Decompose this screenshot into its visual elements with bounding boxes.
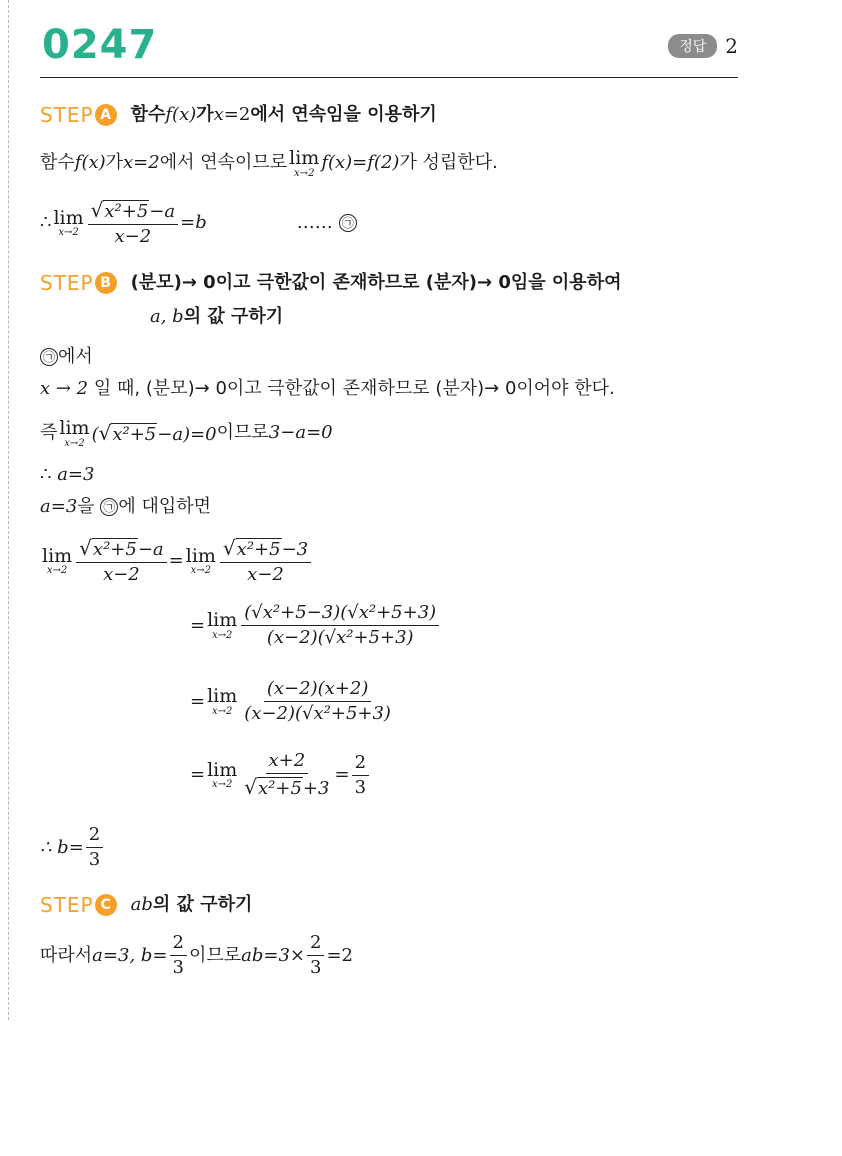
step-a-label: STEP [40, 103, 94, 127]
fraction [170, 934, 187, 977]
final-answer: =2 [326, 944, 353, 966]
lim-word: lim [207, 685, 238, 708]
limit-operator [207, 610, 237, 641]
lim-sub: x→2 [46, 565, 68, 577]
text-part: 에서 연속이므로 [159, 152, 288, 174]
fraction [220, 538, 311, 584]
radicand: x²+5 [236, 539, 281, 560]
frac-den: √x²+5+3 [244, 775, 330, 799]
limit-operator [53, 208, 83, 239]
fraction [241, 752, 332, 798]
fraction [241, 680, 394, 723]
step-a-title-x: x [213, 104, 224, 125]
math-a3: a=3 [57, 464, 95, 485]
limit-operator [59, 418, 89, 449]
step-c-label: STEP [40, 893, 94, 917]
text-part: 일 때, (분모)→ 0이고 극한값이 존재하므로 (분자)→ 0이어야 한다. [93, 378, 615, 399]
answer-area [668, 34, 738, 58]
fraction [352, 751, 369, 798]
step-b-title-line1: (분모)→ 0이고 극한값이 존재하므로 (분자)→ 0임을 이용하여 [130, 272, 622, 293]
text-part: 에서 [58, 346, 93, 367]
frac-den: 3 [88, 849, 101, 870]
step-c-text [40, 934, 353, 977]
step-a-title-eq: =2 [223, 104, 251, 125]
frac-num: 2 [170, 934, 187, 956]
num-tail: −a [149, 201, 176, 222]
answer-value: 2 [725, 34, 738, 58]
step-a-title-fx: f(x) [165, 104, 197, 125]
therefore-symbol: ∴ [40, 464, 52, 485]
derivation-line-1: lim x→2 $\frac{\text{√x²+5−a}}{x-2}$ = lim x→2 $\frac{\text{√x²+5−3}}{x-2}$ [40, 538, 313, 584]
text-part: 이므로 [188, 944, 242, 966]
fraction [86, 826, 103, 869]
frac-den: (x−2)(√x²+5+3) [266, 627, 414, 648]
step-b-line2 [40, 380, 615, 398]
radicand: x²+5 [92, 539, 137, 560]
num-tail: −3 [281, 539, 309, 560]
frac-num: √x²+5−a [88, 200, 178, 225]
limit-operator [289, 148, 319, 179]
math-tail: −a)=0 [157, 423, 217, 445]
frac-num: (√x²+5−3)(√x²+5+3) [241, 604, 439, 626]
fraction [76, 538, 166, 584]
text-part: 에 대입하면 [118, 496, 212, 517]
frac-num: 2 [352, 754, 369, 776]
math-cond: x=2 [123, 152, 160, 174]
frac-num-cancel: (x−2)(x+2) [264, 680, 371, 702]
limit-operator [42, 546, 72, 577]
lim-word: lim [53, 206, 84, 229]
left-margin-guide [8, 0, 9, 1020]
lim-word: lim [207, 609, 238, 632]
radicand: x²+5 [104, 201, 149, 222]
text-part: 가 성립한다. [399, 152, 498, 174]
num-tail: −a [137, 539, 164, 560]
fraction [88, 200, 178, 246]
text-part: 따라서 [40, 944, 93, 966]
step-b-line1 [40, 348, 93, 366]
lim-sub: x→2 [294, 167, 315, 179]
lim-sub: x→2 [211, 705, 233, 717]
step-a-title-part: 함수 [130, 104, 166, 125]
header-rule [40, 77, 738, 78]
frac-num: √x²+5−a [76, 538, 166, 563]
lim-sub: x→2 [190, 565, 212, 577]
problem-number: 0247 [42, 22, 158, 68]
derivation-line-4: = lim x→2 $\frac{x+2}{\text{√x²+5+3}}$ = $\frac{2}{3}$ [190, 752, 371, 798]
step-b-title-line2: 의 값 구하기 [183, 306, 284, 327]
dots: …… [296, 212, 333, 233]
step-a-title-part: 가 [196, 104, 214, 125]
frac-den: 3 [172, 957, 184, 978]
frac-den-cancel: (x−2)(√x²+5+3) [244, 703, 391, 724]
text-part: 함수 [40, 152, 75, 174]
answer-badge: 정답 [668, 34, 717, 58]
result-b [40, 826, 105, 869]
text-part: 즉 [40, 422, 58, 444]
lim-word: lim [185, 544, 216, 567]
math-ab: ab=3× [241, 944, 305, 966]
lim-sub: x→2 [211, 779, 233, 791]
math-a3: a=3 [40, 496, 78, 517]
equation-mark: ㉠ [40, 348, 58, 366]
math-values: a=3, b= [92, 944, 168, 966]
frac-den: 3 [310, 957, 322, 978]
step-b-heading-line2 [150, 308, 283, 326]
step-a-letter: A [95, 104, 117, 126]
text-part: 을 [77, 496, 101, 517]
limit-operator [186, 546, 216, 577]
frac-den: x−2 [247, 564, 284, 585]
equation-mark: ㉠ [100, 498, 118, 516]
step-c-title: 의 값 구하기 [152, 894, 253, 915]
radicand: x²+5 [258, 778, 302, 799]
equation-rhs: =b [180, 212, 207, 233]
step-b-label: STEP [40, 271, 94, 295]
frac-num: x+2 [266, 752, 309, 774]
step-b-letter: B [95, 272, 117, 294]
step-b-line3: 즉 lim x→2 (√x²+5−a)=0 이므로 3−a=0 [40, 417, 333, 449]
limit-operator [207, 686, 237, 717]
lim-word: lim [207, 758, 238, 781]
den-tail: +3 [302, 778, 330, 799]
lim-word: lim [59, 417, 90, 439]
therefore-symbol: ∴ [40, 212, 52, 233]
frac-den: 3 [354, 776, 367, 798]
math-eq: 3−a=0 [268, 422, 333, 444]
fraction [307, 934, 324, 977]
step-a-title-part: 에서 연속임을 이용하기 [250, 104, 437, 125]
math-fx: f(x) [74, 152, 106, 174]
lim-word: lim [42, 544, 73, 567]
frac-num: 2 [86, 826, 103, 848]
text-part: 이므로 [216, 422, 269, 444]
text-part: 가 [105, 152, 124, 174]
result-pre: ∴ b= [40, 836, 84, 858]
derivation-line-3: = lim x→2 $\frac{(x-2)(x+2)}{\text{(x−2)(√x²+5+3)}}$ [190, 680, 396, 723]
frac-den: x−2 [114, 226, 152, 247]
step-c-vars: ab [130, 894, 153, 915]
step-a-text [40, 148, 498, 179]
limit-operator [207, 760, 237, 791]
step-b-vars: a, b [150, 306, 184, 327]
equation-mark: ㉠ [339, 214, 357, 232]
lim-sub: x→2 [64, 437, 85, 449]
frac-num: 2 [307, 934, 324, 956]
step-b-heading [40, 272, 621, 294]
frac-num: √x²+5−3 [220, 538, 311, 563]
step-a-equation [40, 200, 357, 246]
step-a-heading [40, 104, 437, 126]
step-b-line4 [40, 466, 94, 484]
step-c-letter: C [95, 894, 117, 916]
frac-den: x−2 [103, 564, 140, 585]
lim-sub: x→2 [58, 227, 79, 239]
step-b-line5 [40, 498, 211, 516]
radicand: x²+5 [112, 423, 157, 445]
fraction [241, 604, 439, 647]
step-c-heading [40, 894, 252, 916]
problem-header [40, 22, 738, 78]
math-x-to-2: x → 2 [40, 378, 89, 399]
lim-word: lim [289, 147, 320, 169]
derivation-line-2: = lim x→2 $\frac{\text{(√x²+5−3)(√x²+5+3)}}{\text{(x−2)(√x²+5+3)}}$ [190, 604, 441, 647]
math-continuity: f(x)=f(2) [321, 152, 400, 174]
lim-sub: x→2 [211, 629, 233, 641]
